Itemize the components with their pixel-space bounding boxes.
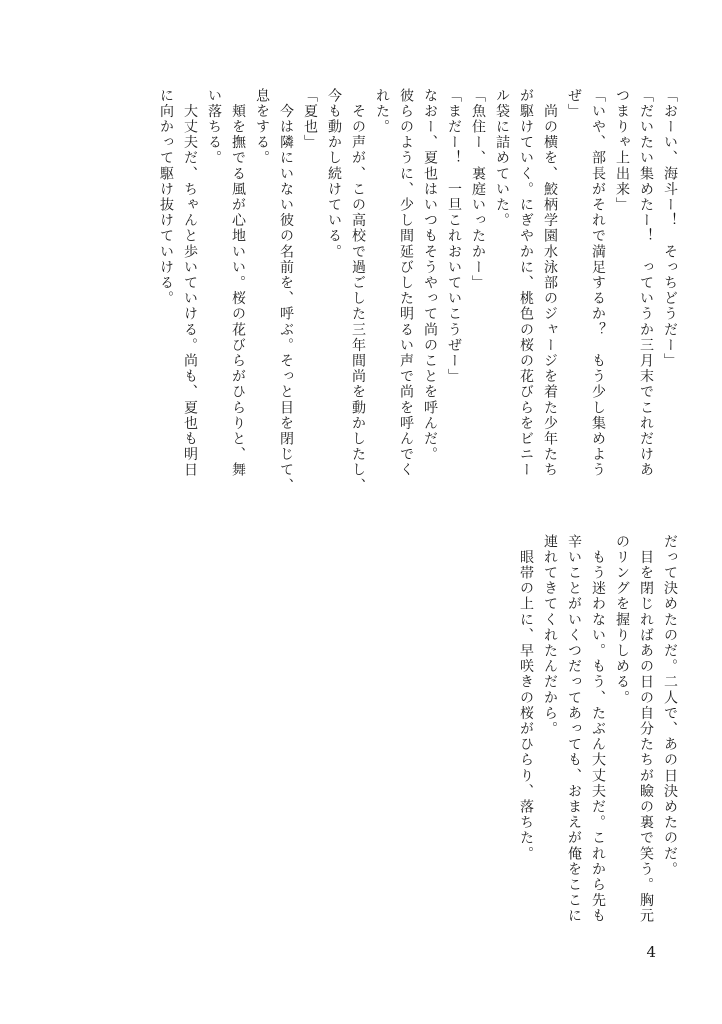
story-text-upper	[42, 88, 682, 518]
text-line: なおー、夏也はいつもそうやって尚のことを呼んだ。	[422, 88, 438, 463]
text-line: が駆けていく。にぎやかに、桃色の桜の花びらをビニー	[518, 88, 534, 478]
text-line: 辛いことがいくつだってあっても、おまえが俺をここに	[566, 534, 582, 924]
text-line: つまりゃ上出来」	[614, 88, 630, 213]
text-line: 大丈夫だ、ちゃんと歩いていける。尚も、夏也も明日	[182, 88, 198, 478]
text-line: 頬を撫でる風が心地いい。桜の花びらがひらりと、舞	[230, 88, 246, 478]
text-line: 「だいたい集めたー！ っていうか三月末でこれだけあ	[638, 88, 654, 478]
text-line: 「いや、部長がそれで満足するか？ もう少し集めよう	[590, 88, 606, 478]
text-line: もう迷わない。もう、たぶん大丈夫だ。これから先も	[590, 534, 606, 924]
text-line: 連れてきてくれたんだから。	[542, 534, 558, 737]
text-line: ル袋に詰めていた。	[494, 88, 510, 229]
text-line: 息をする。	[254, 88, 270, 166]
text-line: 「おーい、海斗ー！ そっちどうだー」	[662, 88, 678, 369]
text-line: のリングを握りしめる。	[614, 534, 630, 706]
text-line: れた。	[374, 88, 390, 135]
story-text-lower	[422, 534, 682, 974]
text-line: 「夏也」	[302, 88, 318, 151]
text-line: ぜ」	[566, 88, 582, 120]
text-line: 今は隣にいない彼の名前を、呼ぶ。そっと目を閉じて、	[278, 88, 294, 494]
text-line: 彼らのように、少し間延びした明るい声で尚を呼んでく	[398, 88, 414, 478]
page-number: 4	[646, 943, 656, 961]
text-line: だって決めたのだ。二人で、あの日決めたのだ。	[662, 534, 678, 878]
text-line: 「まだー！ 一旦これおいていこうぜー」	[446, 88, 462, 385]
text-line: 「魚住ー、裏庭いったかー」	[470, 88, 486, 291]
text-line: 尚の横を、鮫柄学園水泳部のジャージを着た少年たち	[542, 88, 558, 478]
text-line: 目を閉じればあの日の自分たちが瞼の裏で笑う。胸元	[638, 534, 654, 924]
text-line: 眼帯の上に、早咲きの桜がひらり、落ちた。	[518, 534, 534, 862]
text-line: その声が、この高校で過ごした三年間尚を動かしたし、	[350, 88, 366, 494]
text-line: に向かって駆け抜けていける。	[158, 88, 174, 307]
text-line: 今も動かし続けている。	[326, 88, 342, 260]
text-line: い落ちる。	[206, 88, 222, 166]
